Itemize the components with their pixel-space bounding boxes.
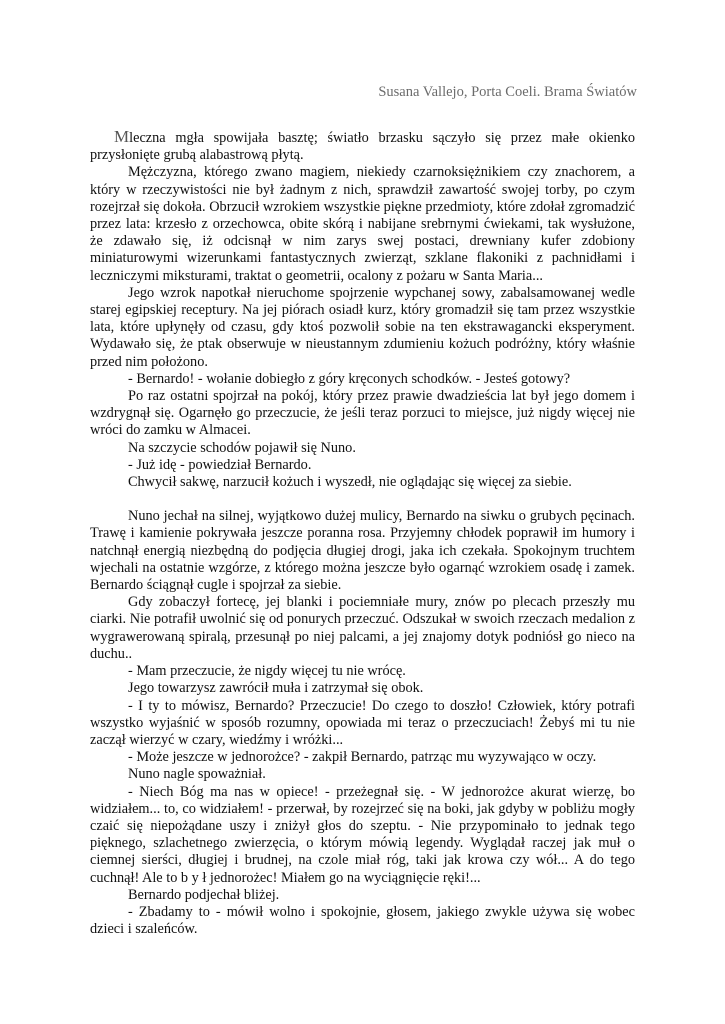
paragraph-text: Nuno nagle spoważniał. xyxy=(128,766,266,783)
paragraph xyxy=(90,663,635,680)
paragraph-text: ‑ Może jeszcze w jednorożce? ‑ zakpił Bernardo, patrząc mu wyzywająco w oczy. xyxy=(128,749,597,766)
body-text xyxy=(90,128,635,938)
paragraph-text: Po raz ostatni spojrzał na pokój, który przez prawie dwadzieścia lat był jego domem i wzdrygnął się. Ogarnęło go przeczucie, że jeśli teraz porzuci to miejsce, już nigdy więcej nie wróci do zamku w Almacei. xyxy=(90,388,635,439)
paragraph xyxy=(90,749,635,766)
paragraph-text: ‑ Bernardo! ‑ wołanie dobiegło z góry kręconych schodków. ‑ Jesteś gotowy? xyxy=(128,370,571,387)
paragraph xyxy=(90,904,635,938)
paragraph-text: Na szczycie schodów pojawił się Nuno. xyxy=(128,439,356,456)
paragraph xyxy=(90,698,635,750)
paragraph-text: Gdy zobaczył fortecę, jej blanki i pociemniałe mury, znów po plecach przeszły mu ciarki. Nie potrafił uwolnić się od ponurych przeczuć. Odszukał w swoich rzeczach medalion z wygrawerowaną spiralą, przesunął po niej palcami, a jej znajomy dotyk podniósł go nieco na duchu.. xyxy=(90,594,635,662)
paragraph-text: Nuno jechał na silnej, wyjątkowo dużej mulicy, Bernardo na siwku o grubych pęcinach. Trawę i kamienie pokrywała jeszcze poranna rosa. Przyjemny chłodek poprawił im humory i natchnął energią niezbędną do podjęcia długiej drogi, jaka ich czekała. Spokojnym truchtem wjechali na ostatnie wzgórze, z którego można jeszcze było ogarnąć wzrokiem osadę i zamek. Bernardo ściągnął cugle i spojrzał za siebie. xyxy=(90,508,635,594)
paragraph-text: ‑ Zbadamy to ‑ mówił wolno i spokojnie, głosem, jakiego zwykle używa się wobec dzieci i szaleńców. xyxy=(90,903,635,938)
paragraph-text: ‑ Mam przeczucie, że nigdy więcej tu nie wrócę. xyxy=(128,663,406,680)
paragraph-text: Bernardo podjechał bliżej. xyxy=(128,886,280,903)
paragraph-text: ‑ Już idę ‑ powiedział Bernardo. xyxy=(128,456,312,473)
paragraph xyxy=(90,594,635,663)
initial-letter: M xyxy=(114,127,130,146)
paragraph xyxy=(90,784,635,887)
paragraph xyxy=(90,164,635,284)
paragraph-text: Mężczyzna, którego zwano magiem, niekiedy czarnoksiężnikiem czy znachorem, a który w rzeczywistości nie był żadnym z nich, sprawdził zawartość swojej torby, po czym rozejrzał się dokoła. Obrzucił wzrokiem wszystkie piękne przedmioty, które zdołał zgromadzić przez lata: krzesło z orzechowca, obite skórą i nabijane srebrnymi ćwiekami, tak wysłużone, że zdawało się, iż odcisnął w nim zarys swej postaci, drewniany kufer zdobiony miniaturowymi wizerunkami fantastycznych zwierząt, szklane flakoniki z pachnidłami i leczniczymi miksturami, traktat o geometrii, ocalony z pożaru w Santa Maria... xyxy=(90,164,635,284)
paragraph xyxy=(90,680,635,697)
paragraph xyxy=(90,457,635,474)
paragraph xyxy=(90,508,635,594)
running-header: Susana Vallejo, Porta Coeli. Brama Światów xyxy=(378,84,637,100)
paragraph-text: ‑ I ty to mówisz, Bernardo? Przeczucie! Do czego to doszło! Człowiek, który potrafi wszystko wyjaśnić w sposób rozumny, opowiada mi teraz o przeczuciach! Żebyś mi tu nie zaczął wierzyć w czary, wiedźmy i wróżki... xyxy=(90,697,635,748)
paragraph-text: leczna mgła spowijała basztę; światło brzasku sączyło się przez małe okienko przysłonięte grubą alabastrową płytą. xyxy=(90,130,635,164)
paragraph-text: Jego wzrok napotkał nieruchome spojrzenie wypchanej sowy, zabalsamowanej wedle starej egipskiej receptury. Na jej piórach osiadł kurz, który gromadził się tam przez wszystkie lata, które upłynęły od czasu, gdy ktoś pozwolił sobie na ten ekstrawagancki eksperyment. Wydawało się, że ptak obserwuje w nieustannym zdumieniu kożuch podróżny, który właśnie przed nim położono. xyxy=(90,284,635,370)
paragraph xyxy=(90,388,635,440)
paragraph xyxy=(90,766,635,783)
paragraph-text: Chwycił sakwę, narzucił kożuch i wyszedł, nie oglądając się więcej za siebie. xyxy=(128,474,572,491)
paragraph xyxy=(90,371,635,388)
paragraph xyxy=(90,440,635,457)
paragraph-text: ‑ Niech Bóg ma nas w opiece! ‑ przeżegnał się. ‑ W jednorożce akurat wierzę, bo widziałem... to, co widziałem! ‑ przerwał, by rozejrzeć się na boki, jak gdyby w pobliżu mogły czaić się niepożądane uszy i zniżył głos do szeptu. ‑ Nie przypominało to jednak tego pięknego, szlachetnego zwierzęcia, o którym mówią legendy. Wyglądał raczej jak muł o ciemnej sierści, długiej i brudnej, na czole miał róg, taki jak krowa czy wół... A do tego cuchnął! Ale to b y ł jednorożec! Miałem go na wyciągnięcie ręki!... xyxy=(90,783,635,886)
paragraph xyxy=(90,474,635,491)
paragraph xyxy=(90,128,635,164)
paragraph xyxy=(90,887,635,904)
paragraph xyxy=(90,285,635,371)
paragraph-text: Jego towarzysz zawrócił muła i zatrzymał się obok. xyxy=(128,680,424,697)
